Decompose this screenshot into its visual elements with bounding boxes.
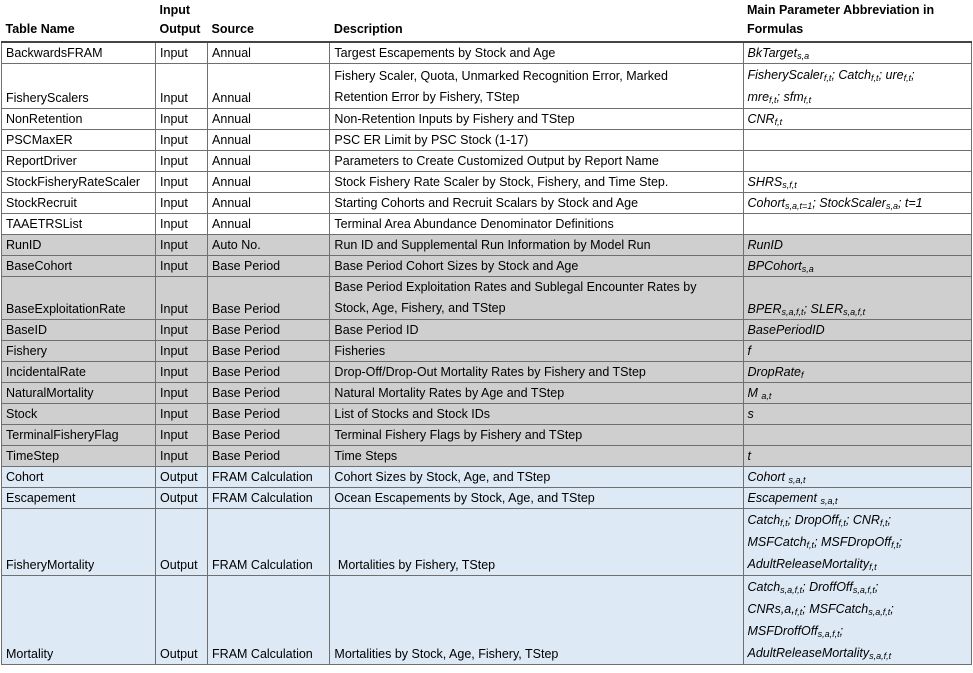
cell-io: Output [156,576,208,665]
table-row [2,509,972,576]
cell-source: Annual [208,109,330,130]
cell-table-name: Escapement [2,488,156,509]
cell-table-name: StockRecruit [2,193,156,214]
header-description: Description [330,1,743,42]
cell-io: Input [156,404,208,425]
cell-table-name: Stock [2,404,156,425]
cell-io: Input [156,383,208,404]
table-row [2,42,972,64]
cell-source: Base Period [208,446,330,467]
cell-io: Input [156,320,208,341]
cell-table-name: BaseID [2,320,156,341]
cell-abbreviation: BasePeriodID [743,320,972,341]
table-row [2,130,972,151]
cell-abbreviation: RunID [743,235,972,256]
cell-description: Run ID and Supplemental Run Information by Model Run [330,235,743,256]
header-row [2,1,972,42]
cell-io: Input [156,109,208,130]
cell-description: Drop-Off/Drop-Out Mortality Rates by Fishery and TStep [330,362,743,383]
cell-abbreviation [743,214,972,235]
cell-table-name: FisheryMortality [2,509,156,576]
header-input-output: Input Output [156,1,208,42]
cell-source: FRAM Calculation [208,576,330,665]
cell-source: Annual [208,172,330,193]
header-source: Source [208,1,330,42]
table-row [2,576,972,665]
table-row [2,172,972,193]
cell-source: FRAM Calculation [208,509,330,576]
cell-description: Base Period Cohort Sizes by Stock and Age [330,256,743,277]
cell-abbreviation: t [743,446,972,467]
cell-description: Ocean Escapements by Stock, Age, and TStep [330,488,743,509]
cell-source: Base Period [208,404,330,425]
cell-io: Input [156,341,208,362]
table-row [2,64,972,109]
table-row [2,383,972,404]
cell-abbreviation: Cohort$_{s,a,t=1}$; StockScaler$_{s,a}$; t=1 [743,193,972,214]
cell-source: Base Period [208,341,330,362]
cell-abbreviation: Cohort $_{s,a,t}$ [743,467,972,488]
cell-source: FRAM Calculation [208,488,330,509]
cell-io: Input [156,235,208,256]
cell-io: Input [156,425,208,446]
cell-table-name: IncidentalRate [2,362,156,383]
cell-table-name: BaseCohort [2,256,156,277]
cell-description: Natural Mortality Rates by Age and TStep [330,383,743,404]
header-table-name: Table Name [2,1,156,42]
cell-description: Fisheries [330,341,743,362]
table-row [2,404,972,425]
cell-table-name: RunID [2,235,156,256]
cell-io: Input [156,362,208,383]
cell-table-name: TerminalFisheryFlag [2,425,156,446]
cell-table-name: ReportDriver [2,151,156,172]
cell-table-name: TimeStep [2,446,156,467]
cell-description: Terminal Area Abundance Denominator Definitions [330,214,743,235]
cell-description: Mortalities by Stock, Age, Fishery, TStep [330,576,743,665]
cell-io: Input [156,172,208,193]
cell-description: Terminal Fishery Flags by Fishery and TStep [330,425,743,446]
cell-description: Starting Cohorts and Recruit Scalars by Stock and Age [330,193,743,214]
cell-io: Output [156,488,208,509]
cell-source: Base Period [208,320,330,341]
cell-table-name: NonRetention [2,109,156,130]
cell-io: Input [156,151,208,172]
cell-description: Targest Escapements by Stock and Age [330,42,743,64]
cell-source: Base Period [208,256,330,277]
cell-abbreviation: f [743,341,972,362]
cell-table-name: Fishery [2,341,156,362]
cell-table-name: FisheryScalers [2,64,156,109]
table-row [2,362,972,383]
table-row [2,193,972,214]
cell-io: Input [156,446,208,467]
cell-abbreviation [743,425,972,446]
cell-description: Stock Fishery Rate Scaler by Stock, Fishery, and Time Step. [330,172,743,193]
cell-abbreviation: BkTarget$_{s,a}$ [743,42,972,64]
table-row [2,235,972,256]
cell-abbreviation: $CNR_{f,t}$ [743,109,972,130]
cell-description: Mortalities by Fishery, TStep [330,509,743,576]
cell-description: PSC ER Limit by PSC Stock (1-17) [330,130,743,151]
table-row [2,446,972,467]
cell-io: Input [156,256,208,277]
cell-io: Input [156,214,208,235]
cell-source: Annual [208,151,330,172]
cell-abbreviation: BPCohort$_{s,a}$ [743,256,972,277]
table-row [2,488,972,509]
cell-abbreviation: FisheryScaler$_{f,t}$; Catch$_{f,t}$; ure$_{f,t}$; mre$_{f,t}$; sfm$_{f,t}$ [743,64,972,109]
cell-source: FRAM Calculation [208,467,330,488]
cell-table-name: Cohort [2,467,156,488]
cell-source: Base Period [208,362,330,383]
cell-io: Input [156,130,208,151]
cell-description: Fishery Scaler, Quota, Unmarked Recognition Error, Marked Retention Error by Fishery, TStep [330,64,743,109]
cell-abbreviation: Catch$_{f,t}$; DropOff$_{f,t}$; $CNR_{f,t}$; MSFCatch$_{f,t}$; MSFDropOff$_{f,t}$; AdultReleaseMortality$_{f,t}$ [743,509,972,576]
cell-source: Annual [208,193,330,214]
cell-source: Base Period [208,383,330,404]
cell-io: Output [156,467,208,488]
cell-description: Cohort Sizes by Stock, Age, and TStep [330,467,743,488]
cell-table-name: BaseExploitationRate [2,277,156,320]
cell-table-name: BackwardsFRAM [2,42,156,64]
cell-source: Annual [208,42,330,64]
cell-abbreviation: $BPER_{s,a,f,t}$; $SLER_{s,a,f,t}$ [743,277,972,320]
table-row [2,467,972,488]
cell-abbreviation: $SHRS_{s,f,t}$ [743,172,972,193]
cell-description: Base Period ID [330,320,743,341]
cell-io: Input [156,277,208,320]
cell-description: Non-Retention Inputs by Fishery and TStep [330,109,743,130]
cell-description: Time Steps [330,446,743,467]
cell-io: Input [156,42,208,64]
table-row [2,151,972,172]
cell-abbreviation: DropRate$_f$ [743,362,972,383]
table-row [2,256,972,277]
table-row [2,214,972,235]
cell-abbreviation: Catch$_{s,a,f,t}$; DroffOff$_{s,a,f,t}$; $CNRs,a,_{f,t}$; MSFCatch$_{s,a,f,t}$; MSFDroffOff$_{s,a,f,t}$; AdultReleaseMortality$_{s,a,f,t}$ [743,576,972,665]
table-row [2,425,972,446]
table-row [2,341,972,362]
cell-source: Auto No. [208,235,330,256]
cell-description: List of Stocks and Stock IDs [330,404,743,425]
cell-io: Input [156,193,208,214]
cell-abbreviation [743,130,972,151]
cell-source: Annual [208,214,330,235]
cell-table-name: PSCMaxER [2,130,156,151]
cell-description: Base Period Exploitation Rates and Sublegal Encounter Rates by Stock, Age, Fishery, and TStep [330,277,743,320]
parameter-table [1,1,972,665]
cell-source: Annual [208,64,330,109]
cell-io: Output [156,509,208,576]
cell-abbreviation [743,151,972,172]
cell-source: Base Period [208,277,330,320]
cell-source: Base Period [208,425,330,446]
table-row [2,109,972,130]
table-row [2,277,972,320]
cell-table-name: NaturalMortality [2,383,156,404]
header-abbreviation: Main Parameter Abbreviation in Formulas [743,1,972,42]
cell-abbreviation: M $_{a,t}$ [743,383,972,404]
cell-abbreviation: s [743,404,972,425]
cell-table-name: TAAETRSList [2,214,156,235]
cell-io: Input [156,64,208,109]
cell-abbreviation: Escapement $_{s,a,t}$ [743,488,972,509]
cell-table-name: StockFisheryRateScaler [2,172,156,193]
cell-table-name: Mortality [2,576,156,665]
cell-description: Parameters to Create Customized Output by Report Name [330,151,743,172]
table-row [2,320,972,341]
cell-source: Annual [208,130,330,151]
